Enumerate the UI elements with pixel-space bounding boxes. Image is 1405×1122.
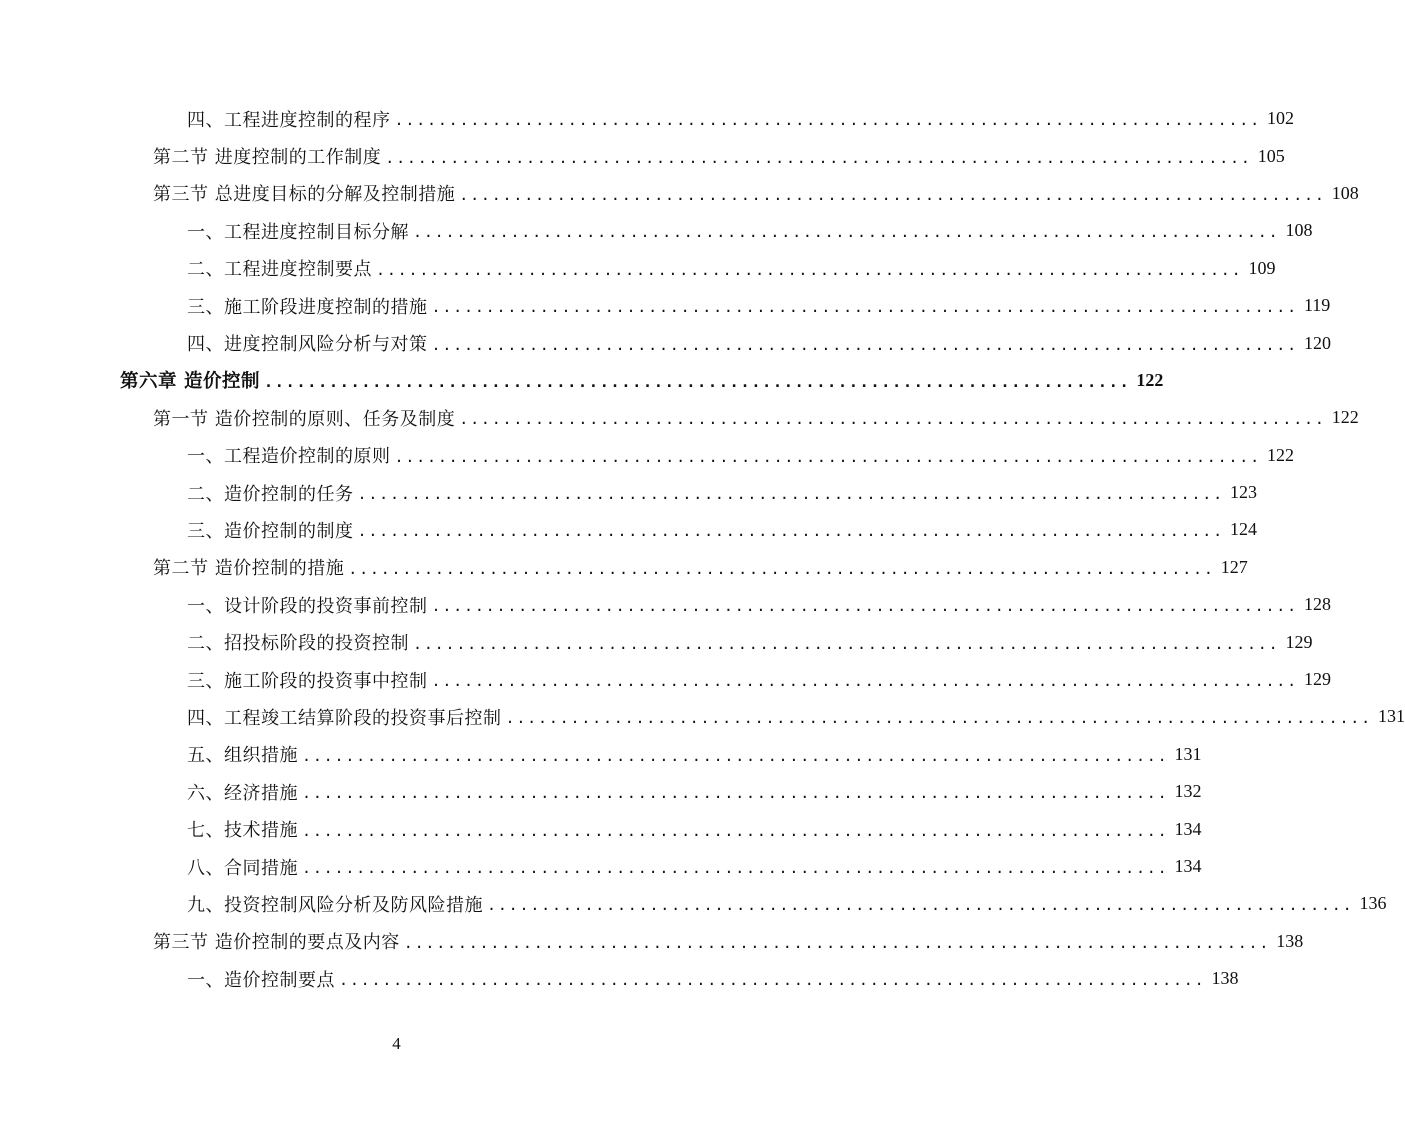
toc-subsection-entry[interactable] xyxy=(0,437,1294,474)
toc-entry-title: 六、经济措施 xyxy=(187,782,298,804)
toc-dot-leader: ................................................................................ xyxy=(431,597,1298,616)
toc-dot-leader: ................................................................................ xyxy=(487,896,1354,915)
toc-entry-title: 一、工程进度控制目标分解 xyxy=(187,221,409,243)
toc-dot-leader: ................................................................................ xyxy=(357,485,1224,504)
toc-entry-title: 九、投资控制风险分析及防风险措施 xyxy=(187,894,483,916)
toc-entry-page: 119 xyxy=(1303,295,1331,316)
toc-entry-page: 131 xyxy=(1377,706,1405,727)
toc-dot-leader: ................................................................................ xyxy=(431,335,1298,354)
toc-entry-page: 124 xyxy=(1229,519,1257,540)
toc-entry-page: 129 xyxy=(1303,669,1331,690)
toc-subsection-entry[interactable] xyxy=(0,885,1387,922)
toc-section-entry[interactable] xyxy=(0,923,1304,960)
toc-dot-leader: ................................................................................ xyxy=(459,185,1326,204)
toc-dot-leader: ................................................................................ xyxy=(339,971,1206,990)
toc-entry-page: 123 xyxy=(1229,482,1257,503)
toc-entry-page: 105 xyxy=(1257,145,1285,166)
toc-dot-leader: ................................................................................ xyxy=(302,859,1169,877)
toc-entry-page: 108 xyxy=(1285,220,1313,241)
toc-dot-leader: ................................................................................ xyxy=(394,111,1261,130)
toc-entry-title: 一、工程造价控制的原则 xyxy=(187,446,391,468)
toc-entry-title: 第三节 造价控制的要点及内容 xyxy=(153,932,400,954)
toc-entry-title: 四、进度控制风险分析与对策 xyxy=(187,334,428,356)
toc-subsection-entry[interactable] xyxy=(0,586,1331,623)
toc-entry-page: 122 xyxy=(1136,369,1164,390)
toc-dot-leader: ................................................................................ xyxy=(505,709,1372,728)
toc-entry-page: 127 xyxy=(1220,556,1248,577)
toc-entry-title: 二、招投标阶段的投资控制 xyxy=(187,633,409,655)
toc-entry-title: 三、造价控制的制度 xyxy=(187,520,354,542)
toc-entry-page: 138 xyxy=(1211,968,1239,989)
toc-entry-page: 131 xyxy=(1174,743,1202,764)
toc-dot-leader: ................................................................................ xyxy=(394,447,1261,466)
toc-dot-leader: ................................................................................ xyxy=(413,223,1280,242)
toc-subsection-entry[interactable] xyxy=(0,848,1202,885)
toc-dot-leader: ................................................................................ xyxy=(302,746,1169,765)
toc-entry-page: 120 xyxy=(1303,332,1331,353)
toc-dot-leader: ................................................................................ xyxy=(431,298,1298,317)
toc-dot-leader: ................................................................................ xyxy=(413,634,1280,653)
toc-entry-title: 第二节 进度控制的工作制度 xyxy=(153,147,382,169)
toc-entry-title: 四、工程竣工结算阶段的投资事后控制 xyxy=(187,707,502,729)
toc-entry-title: 三、施工阶段进度控制的措施 xyxy=(187,296,428,318)
toc-subsection-entry[interactable] xyxy=(0,474,1257,511)
toc-entry-title: 五、组织措施 xyxy=(187,745,298,767)
toc-subsection-entry[interactable] xyxy=(0,250,1276,287)
toc-entry-page: 134 xyxy=(1174,856,1202,876)
toc-section-entry[interactable] xyxy=(0,175,1359,212)
toc-entry-title: 第二节 造价控制的措施 xyxy=(153,558,345,580)
toc-entry-page: 132 xyxy=(1174,781,1202,802)
toc-entry-page: 138 xyxy=(1276,930,1304,951)
toc-dot-leader: ................................................................................ xyxy=(302,821,1169,840)
toc-entry-title: 二、造价控制的任务 xyxy=(187,483,354,505)
toc-subsection-entry[interactable] xyxy=(0,212,1313,249)
toc-entry-title: 一、造价控制要点 xyxy=(187,969,335,991)
table-of-contents xyxy=(0,100,1405,997)
toc-dot-leader: ................................................................................ xyxy=(376,260,1243,279)
toc-subsection-entry[interactable] xyxy=(0,287,1331,324)
toc-entry-page: 129 xyxy=(1285,631,1313,652)
toc-dot-leader: ................................................................................ xyxy=(348,559,1215,578)
toc-entry-page: 109 xyxy=(1248,257,1276,278)
toc-dot-leader: ................................................................................ xyxy=(459,410,1326,429)
toc-dot-leader: ................................................................................ xyxy=(263,372,1131,391)
toc-section-entry[interactable] xyxy=(0,137,1285,174)
toc-entry-title: 一、设计阶段的投资事前控制 xyxy=(187,595,428,617)
page-number: 4 xyxy=(392,1034,401,1053)
toc-entry-page: 122 xyxy=(1266,444,1294,465)
toc-subsection-entry[interactable] xyxy=(0,736,1202,773)
toc-entry-page: 122 xyxy=(1331,407,1359,428)
toc-dot-leader: ................................................................................ xyxy=(403,933,1271,952)
toc-entry-title: 第一节 造价控制的原则、任务及制度 xyxy=(153,408,456,430)
toc-entry-title: 七、技术措施 xyxy=(187,820,298,842)
toc-section-entry[interactable] xyxy=(0,399,1359,436)
toc-entry-title: 四、工程进度控制的程序 xyxy=(187,109,391,131)
toc-entry-page: 136 xyxy=(1359,893,1387,914)
toc-subsection-entry[interactable] xyxy=(0,511,1257,548)
toc-entry-title: 八、合同措施 xyxy=(187,857,298,879)
toc-dot-leader: ................................................................................ xyxy=(357,522,1224,541)
toc-entry-page: 108 xyxy=(1331,182,1359,203)
toc-subsection-entry[interactable] xyxy=(0,698,1405,735)
toc-dot-leader: ................................................................................ xyxy=(431,672,1298,691)
toc-subsection-entry[interactable] xyxy=(0,960,1239,997)
toc-section-entry[interactable] xyxy=(0,549,1248,586)
toc-entry-title: 第六章 造价控制 xyxy=(120,371,260,393)
toc-subsection-entry[interactable] xyxy=(0,810,1202,847)
toc-entry-title: 二、工程进度控制要点 xyxy=(187,259,372,281)
toc-chapter-entry[interactable] xyxy=(0,362,1164,399)
toc-subsection-entry[interactable] xyxy=(0,623,1313,660)
toc-dot-leader: ................................................................................ xyxy=(385,148,1252,167)
toc-dot-leader: ................................................................................ xyxy=(302,784,1169,803)
toc-entry-title: 三、施工阶段的投资事中控制 xyxy=(187,670,428,692)
toc-entry-title: 第三节 总进度目标的分解及控制措施 xyxy=(153,184,456,206)
toc-subsection-entry[interactable] xyxy=(0,100,1294,137)
toc-entry-page: 128 xyxy=(1303,594,1331,615)
toc-entry-page: 102 xyxy=(1266,108,1294,129)
toc-subsection-entry[interactable] xyxy=(0,661,1331,698)
toc-subsection-entry[interactable] xyxy=(0,324,1331,361)
toc-entry-page: 134 xyxy=(1174,818,1202,839)
toc-subsection-entry[interactable] xyxy=(0,773,1202,810)
